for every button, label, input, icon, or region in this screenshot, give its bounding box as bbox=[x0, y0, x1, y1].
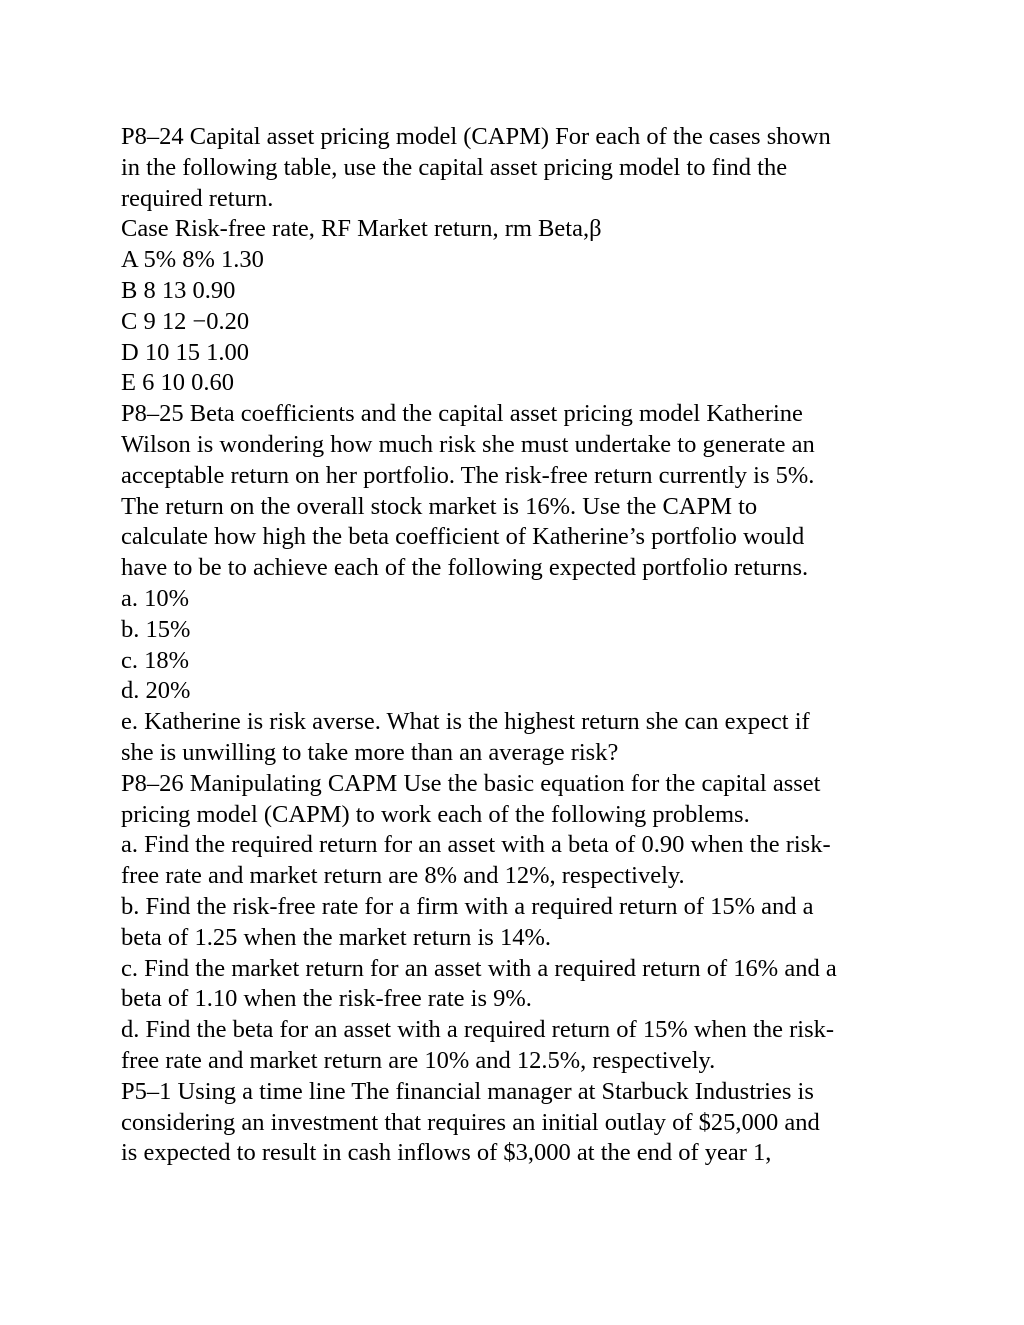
text-line-p8-24-title: P8–24 Capital asset pricing model (CAPM) For each of the cases shown bbox=[121, 123, 831, 150]
text-line-p8-25-title: P8–25 Beta coefficients and the capital asset pricing model Katherine bbox=[121, 400, 803, 428]
list-item-d: d. 20% bbox=[121, 677, 191, 705]
list-item-b: b. 15% bbox=[121, 615, 191, 643]
list-item-b: b. Find the risk-free rate for a firm with a required return of 15% and a bbox=[121, 892, 814, 920]
text-line: The return on the overall stock market is 16%. Use the CAPM to bbox=[121, 492, 758, 520]
text-line: she is unwilling to take more than an average risk? bbox=[121, 738, 619, 766]
table-row-case-d: D 10 15 1.00 bbox=[121, 338, 249, 366]
text-line: Wilson is wondering how much risk she must undertake to generate an bbox=[121, 430, 815, 458]
text-line: considering an investment that requires an initial outlay of $25,000 and bbox=[121, 1108, 820, 1136]
list-item-d: d. Find the beta for an asset with a required return of 15% when the risk- bbox=[121, 1016, 835, 1044]
list-item-a: a. 10% bbox=[121, 584, 190, 612]
table-row-case-a: A 5% 8% 1.30 bbox=[121, 246, 264, 274]
table-row-case-e: E 6 10 0.60 bbox=[121, 369, 234, 397]
text-line: is expected to result in cash inflows of $3,000 at the end of year 1, bbox=[121, 1139, 772, 1167]
list-item-c: c. 18% bbox=[121, 646, 190, 674]
document-page bbox=[121, 122, 921, 1169]
text-line: calculate how high the beta coefficient of Katherine’s portfolio would bbox=[121, 523, 805, 551]
table-header-row: Case Risk-free rate, RF Market return, rm Beta,β bbox=[121, 215, 602, 243]
list-item-e: e. Katherine is risk averse. What is the highest return she can expect if bbox=[121, 708, 810, 736]
text-line-p8-26-title: P8–26 Manipulating CAPM Use the basic equation for the capital asset bbox=[121, 769, 821, 797]
text-line: have to be to achieve each of the following expected portfolio returns. bbox=[121, 554, 809, 582]
list-item-a: a. Find the required return for an asset with a beta of 0.90 when the risk- bbox=[121, 831, 831, 859]
text-line: free rate and market return are 8% and 12%, respectively. bbox=[121, 862, 685, 890]
table-row-case-b: B 8 13 0.90 bbox=[121, 276, 236, 304]
table-row-case-c: C 9 12 −0.20 bbox=[121, 307, 250, 335]
text-line: beta of 1.25 when the market return is 14%. bbox=[121, 923, 551, 951]
text-line-p5-1-title: P5–1 Using a time line The financial manager at Starbuck Industries is bbox=[121, 1077, 814, 1105]
text-line: free rate and market return are 10% and 12.5%, respectively. bbox=[121, 1046, 716, 1074]
text-line: acceptable return on her portfolio. The risk-free return currently is 5%. bbox=[121, 461, 815, 489]
text-line: in the following table, use the capital asset pricing model to find the bbox=[121, 153, 788, 181]
list-item-c: c. Find the market return for an asset with a required return of 16% and a bbox=[121, 954, 837, 982]
text-line: required return. bbox=[121, 184, 274, 212]
text-line: pricing model (CAPM) to work each of the following problems. bbox=[121, 800, 750, 828]
text-line: beta of 1.10 when the risk-free rate is 9%. bbox=[121, 985, 532, 1013]
